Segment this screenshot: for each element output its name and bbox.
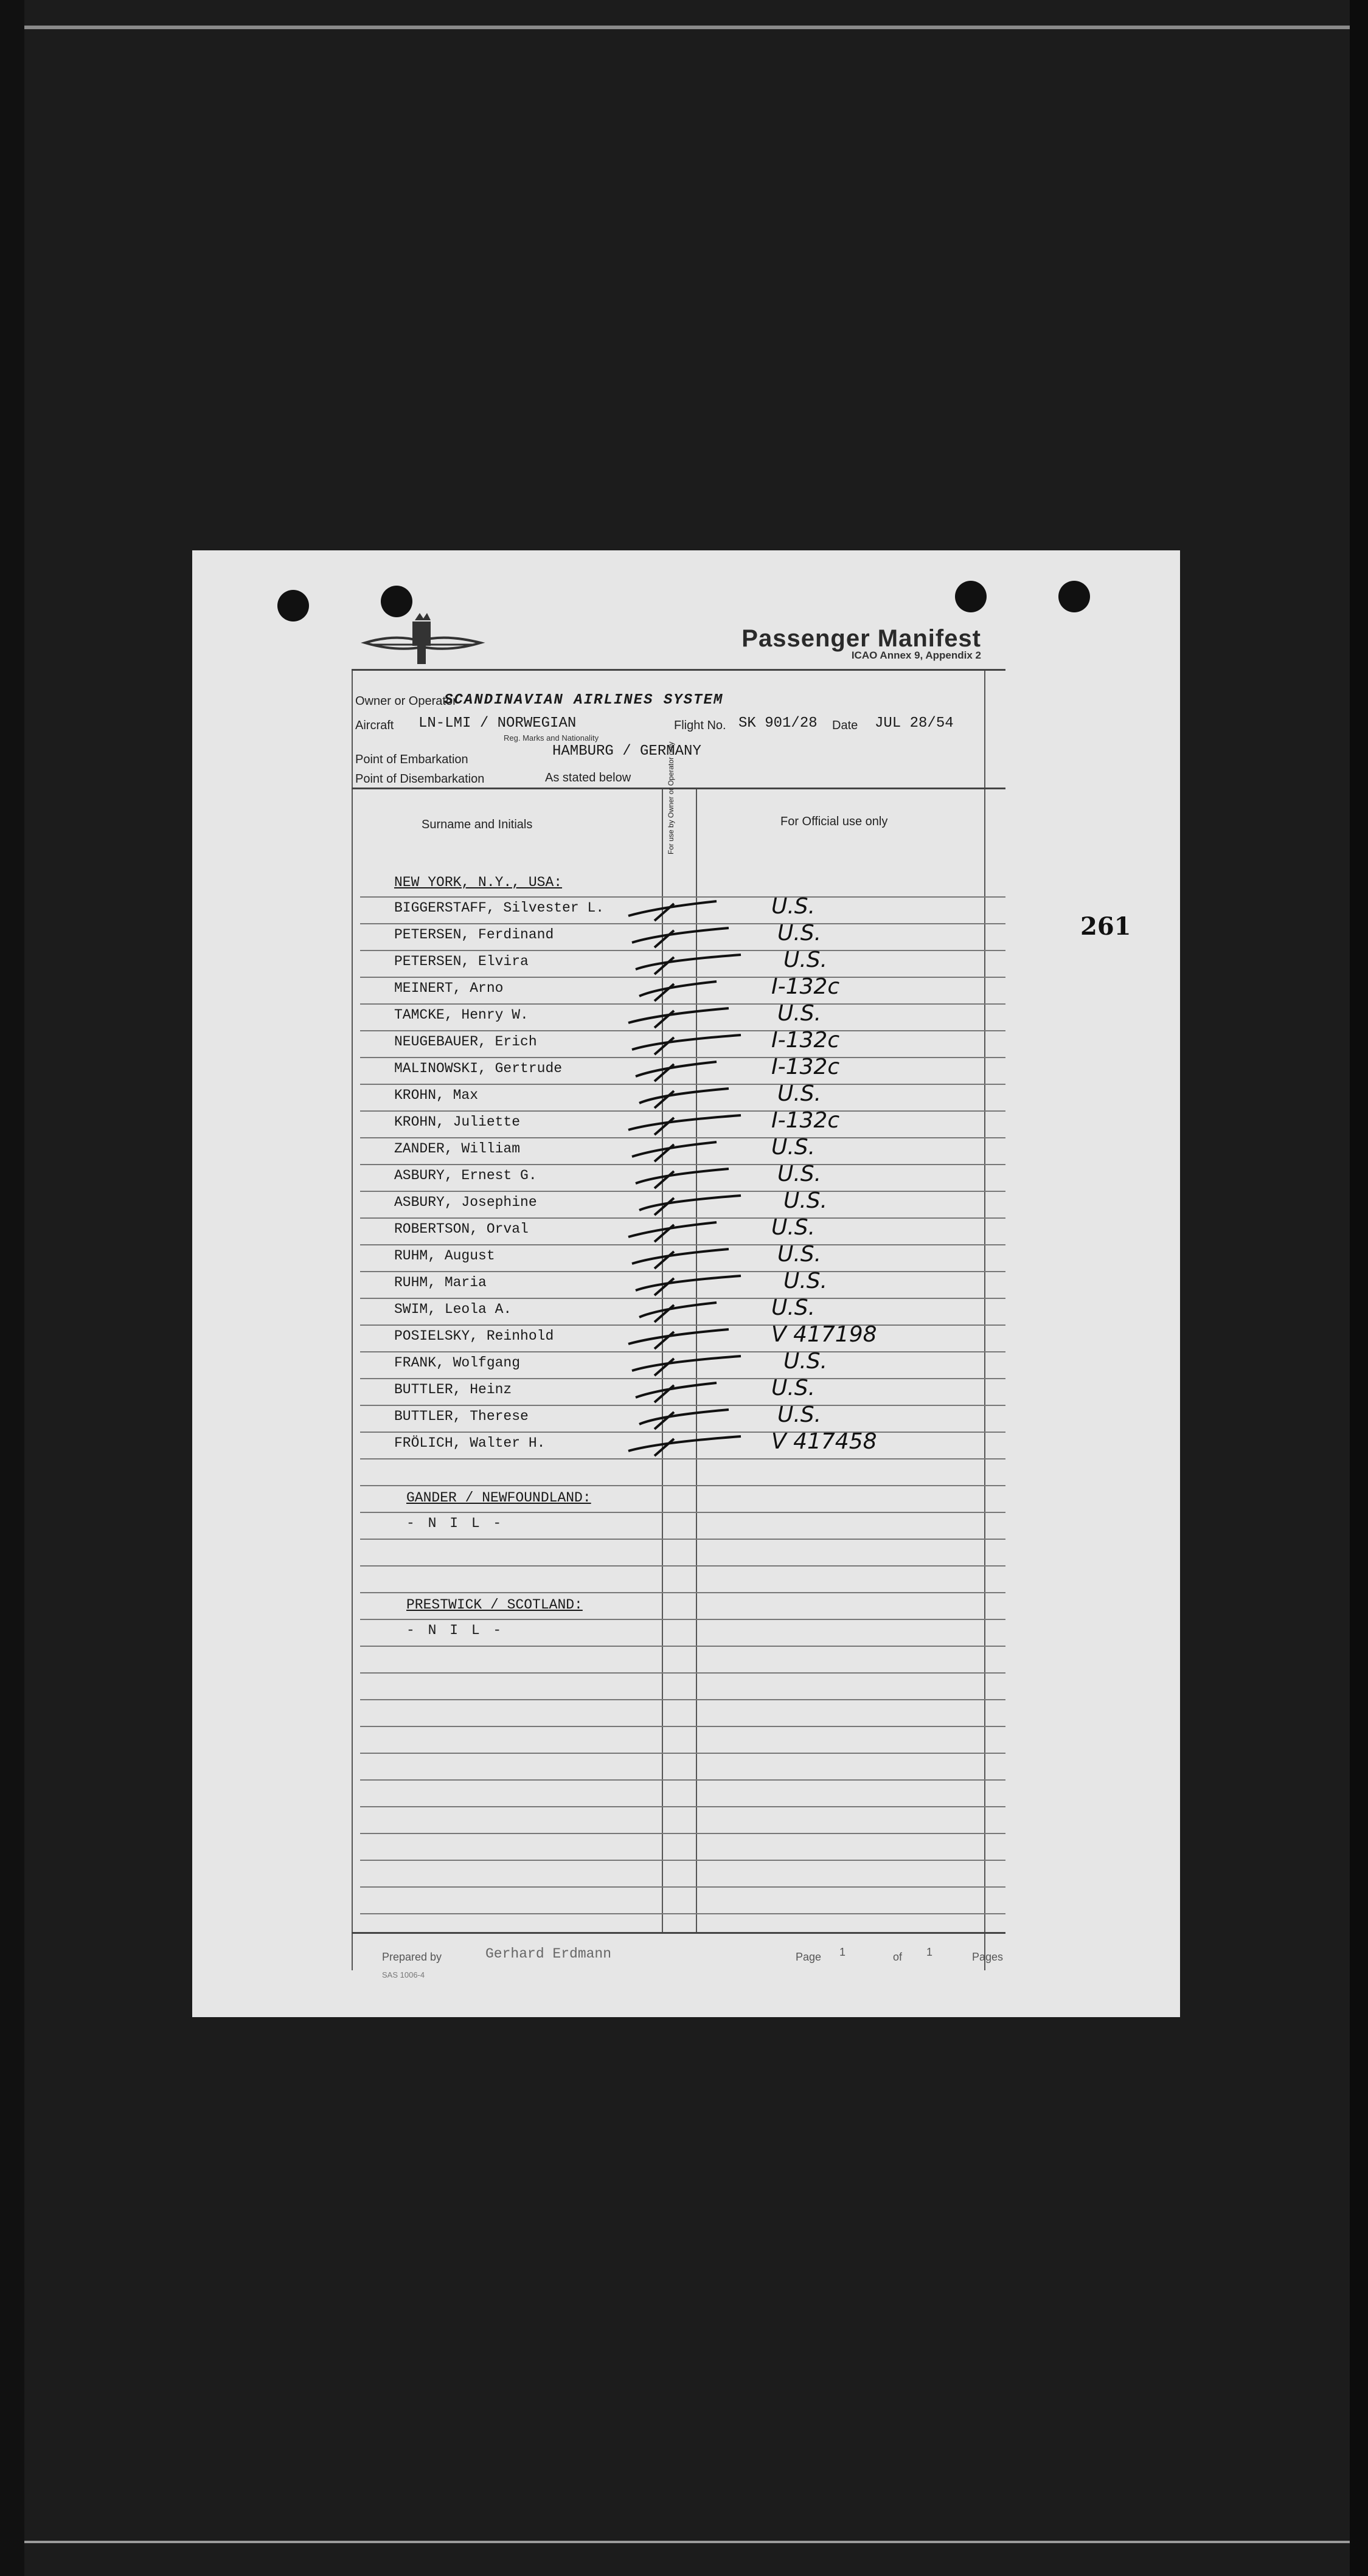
tick-mark <box>654 1252 674 1269</box>
passenger-name: ASBURY, Josephine <box>394 1194 537 1210</box>
check-mark <box>636 1383 717 1397</box>
check-mark <box>636 1062 717 1076</box>
passenger-name: KROHN, Juliette <box>394 1114 521 1130</box>
aircraft-note: Reg. Marks and Nationality <box>504 733 599 743</box>
form-subtitle: ICAO Annex 9, Appendix 2 <box>851 649 981 661</box>
passenger-name: BIGGERSTAFF, Silvester L. <box>394 900 605 916</box>
passenger-name: KROHN, Max <box>394 1087 479 1103</box>
passenger-manifest-form <box>352 578 1005 1979</box>
passenger-name: RUHM, Maria <box>394 1275 487 1290</box>
section-header: NEW YORK, N.Y., USA: <box>394 874 563 890</box>
surname-column-header: Surname and Initials <box>422 818 533 831</box>
tick-mark <box>654 1412 674 1429</box>
check-mark <box>639 1196 741 1210</box>
official-entry: U.S. <box>777 1081 822 1106</box>
passenger-name: SWIM, Leola A. <box>394 1301 512 1317</box>
check-mark <box>639 1089 729 1103</box>
official-entry: U.S. <box>783 947 828 972</box>
check-mark <box>636 1169 729 1183</box>
section-header: GANDER / NEWFOUNDLAND: <box>406 1490 591 1506</box>
passenger-name: ZANDER, William <box>394 1141 521 1157</box>
check-mark <box>636 1276 741 1290</box>
official-entry: U.S. <box>777 1162 822 1186</box>
official-entry: U.S. <box>771 1376 816 1401</box>
date-value: JUL 28/54 <box>875 715 954 732</box>
form-title: Passenger Manifest <box>741 625 981 652</box>
punch-hole-4 <box>1058 581 1090 612</box>
passenger-name: BUTTLER, Therese <box>394 1408 529 1424</box>
tick-mark <box>654 1225 674 1242</box>
tick-mark <box>654 1118 674 1135</box>
official-entry: U.S. <box>771 1215 816 1240</box>
tick-mark <box>654 957 674 974</box>
embarkation-label: Point of Embarkation <box>355 753 468 766</box>
official-entry: U.S. <box>771 1295 816 1320</box>
official-entry: U.S. <box>783 1349 828 1374</box>
passenger-name: PETERSEN, Ferdinand <box>394 927 554 943</box>
aircraft-label: Aircraft <box>355 719 394 732</box>
page-label: Page <box>796 1951 822 1963</box>
passenger-name: RUHM, August <box>394 1248 495 1264</box>
tick-mark <box>654 1278 674 1295</box>
check-mark <box>639 982 717 996</box>
tick-mark <box>654 1305 674 1322</box>
official-entry: U.S. <box>783 1188 828 1213</box>
check-mark <box>639 1410 729 1424</box>
flight-label: Flight No. <box>674 719 726 732</box>
official-entry: U.S. <box>777 1242 822 1267</box>
passenger-name: NEUGEBAUER, Erich <box>394 1034 537 1050</box>
tick-mark <box>654 1064 674 1081</box>
tick-mark <box>654 1332 674 1349</box>
section-header: PRESTWICK / SCOTLAND: <box>406 1597 583 1613</box>
disembarkation-label: Point of Disembarkation <box>355 772 485 786</box>
official-entry: I-132c <box>771 974 840 999</box>
of-value: 1 <box>926 1946 933 1958</box>
nil-entry: - N I L - <box>406 1622 504 1638</box>
check-marks-layer <box>352 578 1005 1970</box>
passenger-name: MEINERT, Arno <box>394 980 504 996</box>
check-mark <box>639 1303 717 1317</box>
official-entry: U.S. <box>783 1269 828 1293</box>
check-mark <box>628 1436 741 1451</box>
official-entry: U.S. <box>771 1135 816 1160</box>
official-entry: I-132c <box>771 1108 840 1133</box>
of-label: of <box>893 1951 903 1963</box>
film-border-left <box>0 0 24 2576</box>
embarkation-value: HAMBURG / GERMANY <box>552 743 701 760</box>
film-border-right <box>1350 0 1368 2576</box>
pages-label: Pages <box>972 1951 1004 1963</box>
film-edge-top <box>0 26 1368 29</box>
tick-mark <box>654 930 674 947</box>
tick-mark <box>654 1171 674 1188</box>
passenger-name: POSIELSKY, Reinhold <box>394 1328 554 1344</box>
check-mark <box>632 928 729 943</box>
passenger-name: ROBERTSON, Orval <box>394 1221 529 1237</box>
tick-mark <box>654 1385 674 1402</box>
prepared-by-label: Prepared by <box>382 1951 442 1963</box>
passenger-name: FRANK, Wolfgang <box>394 1355 521 1371</box>
passenger-name: TAMCKE, Henry W. <box>394 1007 529 1023</box>
check-mark <box>628 1115 741 1130</box>
aircraft-value: LN-LMI / NORWEGIAN <box>418 715 577 732</box>
tick-mark <box>654 1198 674 1215</box>
official-entry: I-132c <box>771 1054 840 1079</box>
check-mark <box>632 1356 741 1371</box>
tick-mark <box>654 1144 674 1162</box>
official-column-header: For Official use only <box>780 815 888 828</box>
frame-number: 261 <box>1080 912 1131 941</box>
film-edge-bottom <box>0 2541 1368 2543</box>
flight-value: SK 901/28 <box>738 715 818 732</box>
prepared-by-value: Gerhard Erdmann <box>485 1946 612 1962</box>
official-entry: U.S. <box>777 1402 822 1427</box>
official-entry: U.S. <box>771 894 816 919</box>
passenger-name: PETERSEN, Elvira <box>394 954 529 969</box>
tick-mark <box>654 1091 674 1108</box>
passenger-name: MALINOWSKI, Gertrude <box>394 1061 563 1076</box>
official-entry: V 417458 <box>771 1429 877 1454</box>
date-label: Date <box>832 719 858 732</box>
page-value: 1 <box>839 1946 846 1958</box>
official-entry: U.S. <box>777 1001 822 1026</box>
official-entry: I-132c <box>771 1028 840 1053</box>
tick-mark <box>654 904 674 921</box>
punch-hole-1 <box>277 590 309 621</box>
owner-value: SCANDINAVIAN AIRLINES SYSTEM <box>444 692 724 708</box>
check-mark <box>632 1142 717 1157</box>
passenger-name: ASBURY, Ernest G. <box>394 1168 537 1183</box>
form-code: SAS 1006-4 <box>382 1970 425 1979</box>
tick-mark <box>654 1359 674 1376</box>
official-entry: U.S. <box>777 921 822 946</box>
owner-label: Owner or Operator <box>355 694 457 708</box>
check-mark <box>636 955 741 969</box>
check-mark <box>628 1329 729 1344</box>
passenger-name: FRÖLICH, Walter H. <box>394 1435 546 1451</box>
check-mark <box>632 1035 741 1050</box>
nil-entry: - N I L - <box>406 1515 504 1531</box>
tick-mark <box>654 984 674 1001</box>
disembarkation-value: As stated below <box>545 771 631 784</box>
tick-mark <box>654 1037 674 1054</box>
tick-mark <box>654 1011 674 1028</box>
check-mark <box>628 1008 729 1023</box>
tick-mark <box>654 1439 674 1456</box>
official-entry: V 417198 <box>771 1322 877 1347</box>
owner-use-column-header: For use by Owner or Operator only <box>667 741 675 854</box>
passenger-name: BUTTLER, Heinz <box>394 1382 512 1397</box>
check-mark <box>632 1249 729 1264</box>
